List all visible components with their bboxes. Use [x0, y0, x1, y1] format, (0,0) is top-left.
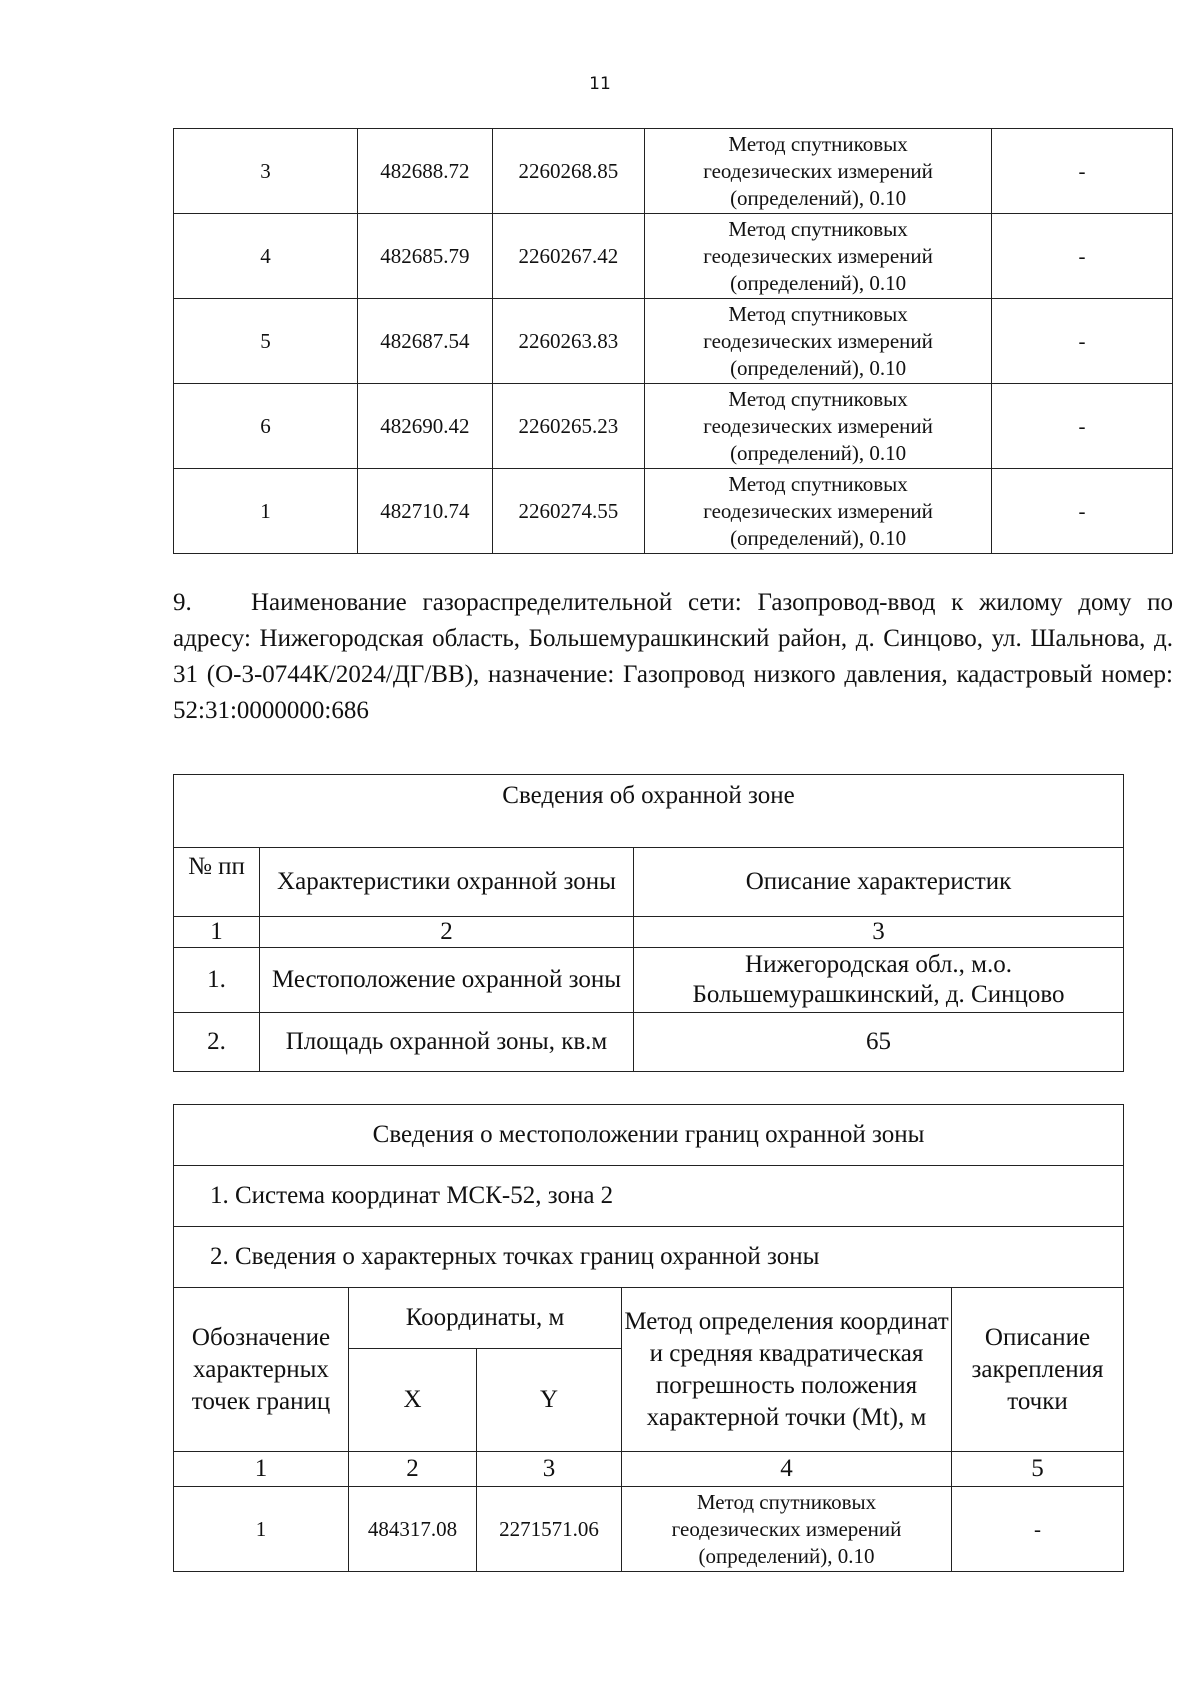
page-number: 11 — [589, 74, 611, 94]
method-line: Метод спутниковых — [728, 471, 908, 496]
fix-cell: - — [992, 469, 1173, 554]
point-cell: 1 — [174, 1487, 349, 1572]
bounds-table-title: Сведения о местоположении границ охранной зоны — [174, 1105, 1124, 1166]
header-x: X — [349, 1349, 477, 1452]
point-cell: 5 — [174, 299, 358, 384]
col-number: 3 — [477, 1452, 622, 1487]
method-cell — [645, 129, 992, 214]
table-row — [174, 1487, 1124, 1572]
method-line: (определений), 0.10 — [698, 1543, 875, 1568]
header-characteristic: Характеристики охранной зоны — [260, 848, 634, 917]
method-line: геодезических измерений — [671, 1516, 902, 1541]
points-title-row — [174, 1227, 1124, 1288]
method-line: Метод спутниковых — [696, 1489, 877, 1514]
y-cell: 2260267.42 — [492, 214, 644, 299]
row-description: 65 — [634, 1013, 1124, 1072]
header-method: Метод определения координат и средняя квадратическая погрешность положения характерной точки (Mt), м — [622, 1288, 952, 1452]
y-cell: 2260263.83 — [492, 299, 644, 384]
table-row — [174, 129, 1173, 214]
point-cell: 1 — [174, 469, 358, 554]
method-line: Метод спутниковых — [728, 301, 908, 326]
zone-boundaries-table — [173, 1104, 1124, 1572]
table-title-row — [174, 775, 1124, 848]
method-line: (определений), 0.10 — [730, 185, 907, 210]
col-number: 5 — [952, 1452, 1124, 1487]
method-cell — [645, 299, 992, 384]
method-line: геодезических измерений — [703, 413, 933, 438]
table-header-row — [174, 848, 1124, 917]
row-number: 2. — [174, 1013, 260, 1072]
method-line: (определений), 0.10 — [730, 270, 907, 295]
section-text: Наименование газораспределительной сети: Газопровод-ввод к жилому дому по адресу: Нижегородская область, Большемурашкинский район, д. Синцово, ул. Шальнова, д. 31 (О-3-0744К/2024/ДГ/ВВ), назначение: Газопровод низкого давления, кадастровый номер: 52:31:0000000:686 — [173, 589, 1173, 724]
previous-points-table — [173, 128, 1173, 554]
x-cell: 482688.72 — [358, 129, 493, 214]
column-numbers-row — [174, 917, 1124, 948]
x-cell: 484317.08 — [349, 1487, 477, 1572]
method-cell — [645, 214, 992, 299]
zone-table-title: Сведения об охранной зоне — [174, 775, 1124, 848]
row-description: Нижегородская обл., м.о. Большемурашкинский, д. Синцово — [634, 948, 1124, 1013]
method-cell — [645, 469, 992, 554]
method-cell — [645, 384, 992, 469]
col-number: 1 — [174, 1452, 349, 1487]
table-row — [174, 469, 1173, 554]
method-line: геодезических измерений — [703, 158, 933, 183]
header-y: Y — [477, 1349, 622, 1452]
row-characteristic: Площадь охранной зоны, кв.м — [260, 1013, 634, 1072]
method-line: (определений), 0.10 — [730, 525, 907, 550]
table-row — [174, 1013, 1124, 1072]
table-row — [174, 384, 1173, 469]
row-characteristic: Местоположение охранной зоны — [260, 948, 634, 1013]
col-number: 2 — [260, 917, 634, 948]
column-numbers-row — [174, 1452, 1124, 1487]
section-number: 9. — [173, 589, 192, 616]
col-number: 1 — [174, 917, 260, 948]
x-cell: 482685.79 — [358, 214, 493, 299]
point-cell: 3 — [174, 129, 358, 214]
table-row — [174, 948, 1124, 1013]
method-line: Метод спутниковых — [728, 216, 908, 241]
col-number: 2 — [349, 1452, 477, 1487]
section-paragraph — [173, 585, 1173, 729]
y-cell: 2271571.06 — [477, 1487, 622, 1572]
method-line: (определений), 0.10 — [730, 440, 907, 465]
method-line: геодезических измерений — [703, 498, 933, 523]
col-number: 3 — [634, 917, 1124, 948]
table-title-row — [174, 1105, 1124, 1166]
fix-cell: - — [992, 214, 1173, 299]
coord-system-row — [174, 1166, 1124, 1227]
header-number: № пп — [174, 848, 260, 917]
table-row — [174, 299, 1173, 384]
method-line: Метод спутниковых — [728, 386, 908, 411]
x-cell: 482690.42 — [358, 384, 493, 469]
points-title: 2. Сведения о характерных точках границ охранной зоны — [174, 1227, 1124, 1288]
y-cell: 2260265.23 — [492, 384, 644, 469]
fix-cell: - — [992, 129, 1173, 214]
col-number: 4 — [622, 1452, 952, 1487]
method-line: геодезических измерений — [703, 328, 933, 353]
x-cell: 482710.74 — [358, 469, 493, 554]
y-cell: 2260274.55 — [492, 469, 644, 554]
method-line: (определений), 0.10 — [730, 355, 907, 380]
x-cell: 482687.54 — [358, 299, 493, 384]
header-coordinates: Координаты, м — [349, 1288, 622, 1349]
table-header-row — [174, 1288, 1124, 1349]
fix-cell: - — [992, 299, 1173, 384]
point-cell: 4 — [174, 214, 358, 299]
fix-cell: - — [992, 384, 1173, 469]
header-point: Обозначение характерных точек границ — [174, 1288, 349, 1452]
header-fix: Описание закрепления точки — [952, 1288, 1124, 1452]
header-description: Описание характеристик — [634, 848, 1124, 917]
method-cell — [622, 1487, 952, 1572]
y-cell: 2260268.85 — [492, 129, 644, 214]
protective-zone-table — [173, 774, 1124, 1072]
fix-cell: - — [952, 1487, 1124, 1572]
point-cell: 6 — [174, 384, 358, 469]
table-row — [174, 214, 1173, 299]
row-number: 1. — [174, 948, 260, 1013]
method-line: геодезических измерений — [703, 243, 933, 268]
coord-system: 1. Система координат МСК-52, зона 2 — [174, 1166, 1124, 1227]
method-line: Метод спутниковых — [728, 131, 908, 156]
